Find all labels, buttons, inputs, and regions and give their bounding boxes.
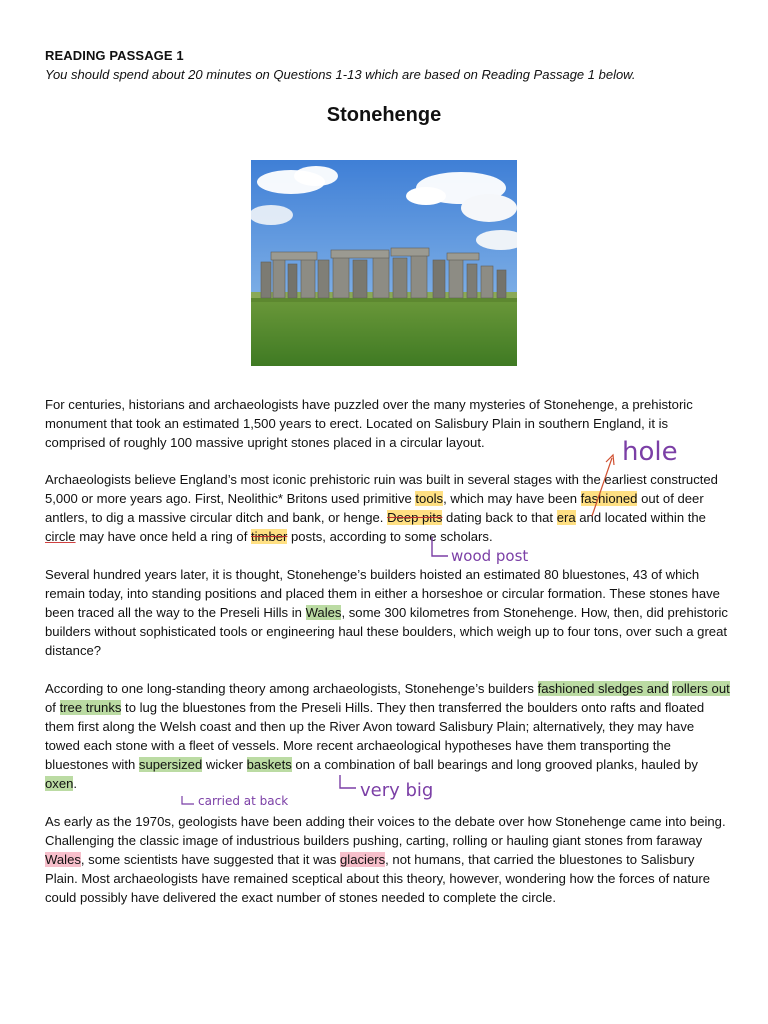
highlight-supersized: supersized bbox=[138, 757, 203, 772]
highlight-rollers-out: rollers out bbox=[672, 681, 730, 696]
stonehenge-photo bbox=[251, 160, 517, 366]
annotation-bracket-carried bbox=[182, 796, 194, 804]
text-run: on a combination of ball bearings and long grooved planks, hauled by bbox=[291, 757, 698, 772]
paragraph-1 bbox=[45, 395, 730, 452]
text-run: Several hundred years later, it is thought, Stonehenge’s builders hoisted an estimated 80 bluestones, 43 of which remain today, into standing positions and placed them in either a horseshoe or circular formation. These stones have been traced all the way to the Preseli Hills in bbox=[45, 567, 720, 620]
highlight-tools: tools bbox=[415, 491, 444, 506]
text-run: may have once held a ring of bbox=[75, 529, 251, 544]
text-run: out of deer antlers, to dig a massive circular ditch and bank, or henge. bbox=[45, 491, 704, 525]
text-run: Archaeologists believe England’s most iconic prehistoric ruin was built in several stages with the earliest constructed 5,000 or more years ago. First, Neolithic* Britons used primitive bbox=[45, 472, 718, 506]
paragraph-5 bbox=[45, 812, 730, 907]
text-run: of bbox=[45, 700, 60, 715]
highlight-timber: timber bbox=[250, 529, 288, 544]
annotation-hole: hole bbox=[622, 437, 678, 467]
annotation-carried-at-back: carried at back bbox=[198, 794, 289, 808]
highlight-deep-pits: Deep pits bbox=[387, 510, 443, 525]
highlight-wales: Wales bbox=[305, 605, 342, 620]
highlight-baskets: baskets bbox=[246, 757, 292, 772]
text-run: to lug the bluestones from the Preseli Hills. They then transferred the boulders onto rafts and floated them first along the Welsh coast and then up the River Avon toward Salisbury Plain; alternatively, they may have towed each stone with a fleet of vessels. More recent archaeological hypotheses have them transporting the bluestones with bbox=[45, 700, 705, 772]
underline-circle: circle bbox=[45, 529, 76, 544]
text-run: As early as the 1970s, geologists have been adding their voices to the debate over how Stonehenge came into being. Challenging the classic image of industrious builders pushing, carting, rolling or hauling giant stones from faraway bbox=[45, 814, 726, 848]
text-run: wicker bbox=[202, 757, 247, 772]
highlight-wales-pink: Wales bbox=[45, 852, 81, 867]
annotation-wood-post: wood post bbox=[451, 547, 529, 565]
text-run: , some 300 kilometres from Stonehenge. How, then, did prehistoric builders without sophisticated tools or engineering haul these boulders, which weigh up to four tons, over such a great distance? bbox=[45, 605, 728, 658]
highlight-era: era bbox=[556, 510, 576, 525]
passage-instruction: You should spend about 20 minutes on Questions 1-13 which are based on Reading Passage 1 below. bbox=[45, 67, 636, 82]
stonehenge-photo-illustration bbox=[251, 160, 517, 366]
text-run: posts, according to some scholars. bbox=[287, 529, 493, 544]
text-run: According to one long-standing theory among archaeologists, Stonehenge’s builders bbox=[45, 681, 538, 696]
passage-heading: READING PASSAGE 1 bbox=[45, 48, 184, 63]
highlight-fashioned-sledges: fashioned sledges and bbox=[537, 681, 669, 696]
highlight-oxen: oxen bbox=[45, 776, 74, 791]
highlight-glaciers: glaciers bbox=[340, 852, 386, 867]
text-run: , which may have been bbox=[443, 491, 581, 506]
text-run: dating back to that bbox=[442, 510, 557, 525]
annotation-very-big: very big bbox=[360, 780, 434, 801]
article-title: Stonehenge bbox=[326, 104, 442, 126]
arrow-head-icon bbox=[606, 455, 614, 465]
highlight-tree-trunks: tree trunks bbox=[59, 700, 122, 715]
text-run: and located within the bbox=[575, 510, 706, 525]
paragraph-3 bbox=[45, 565, 730, 660]
text-run: , not humans, that carried the bluestones to Salisbury Plain. Most archaeologists have remained sceptical about this theory, however, wondering how the forces of nature could possibly have delivered the exact number of stones needed to complete the circle. bbox=[45, 852, 710, 905]
highlight-fashioned: fashioned bbox=[580, 491, 638, 506]
paragraph-4 bbox=[45, 679, 730, 793]
paragraph-1-text: For centuries, historians and archaeologists have puzzled over the many mysteries of Stonehenge, a prehistoric monument that took an estimated 1,500 years to erect. Located on Salisbury Plain in southern England, it is comprised of roughly 100 massive upright stones placed in a circular layout. bbox=[45, 397, 693, 450]
text-run: , some scientists have suggested that it was bbox=[80, 852, 341, 867]
text-run: . bbox=[73, 776, 78, 791]
paragraph-2 bbox=[45, 470, 730, 546]
